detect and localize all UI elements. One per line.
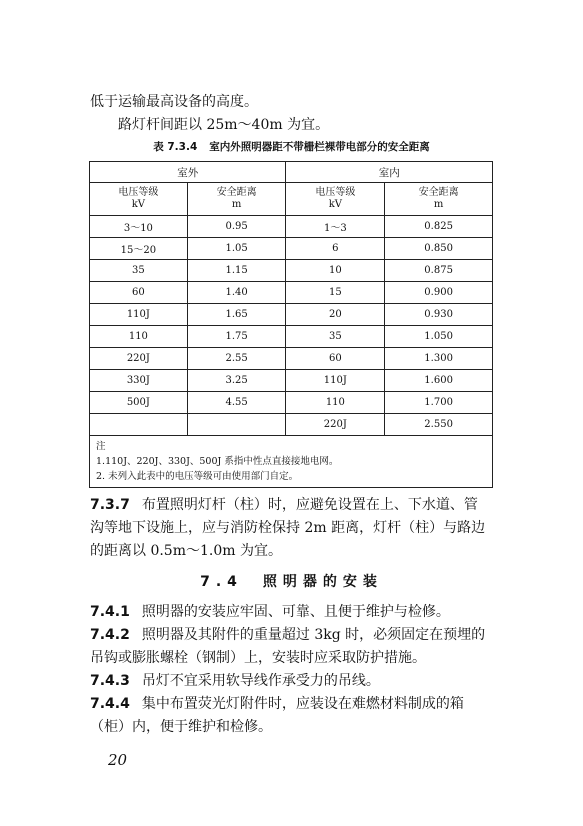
- table-number: 表 7.3.4: [153, 141, 198, 153]
- cell-indoor-kv: 10: [286, 260, 385, 282]
- cell-outdoor-kv: 60: [90, 282, 188, 304]
- table-caption: [0, 139, 583, 154]
- cell-outdoor-m: 4.55: [187, 392, 286, 414]
- cell-outdoor-m: 0.95: [187, 216, 286, 238]
- cell-outdoor-kv: 500J: [90, 392, 188, 414]
- note-item: 2. 未列入此表中的电压等级可由使用部门自定。: [96, 471, 299, 482]
- cell-outdoor-m: [187, 414, 286, 436]
- cell-indoor-m: 0.825: [385, 216, 493, 238]
- cell-indoor-m: 2.550: [385, 414, 493, 436]
- section-title: 7.4 照明器的安装: [200, 574, 383, 590]
- cell-outdoor-m: 1.40: [187, 282, 286, 304]
- cell-outdoor-m: 1.05: [187, 238, 286, 260]
- clause-text: 吊灯不宜采用软导线作承受力的吊线。: [141, 673, 380, 689]
- header-outdoor: 室外: [90, 162, 286, 183]
- clause-number: 7.3.7: [90, 497, 130, 513]
- cell-outdoor-kv: 330J: [90, 370, 188, 392]
- cell-outdoor-m: 1.75: [187, 326, 286, 348]
- clause-line: [90, 624, 494, 647]
- clause-line: （柜）内，便于维护和检修。: [90, 719, 272, 735]
- col-voltage-indoor: 电压等级 kV: [286, 183, 385, 216]
- clause-number: 7.4.1: [90, 604, 130, 620]
- col-distance-outdoor: 安全距离 m: [187, 183, 286, 216]
- page-number: 20: [108, 751, 128, 769]
- intro-line-1: 低于运输最高设备的高度。: [90, 94, 258, 110]
- clause-number: 7.4.4: [90, 696, 130, 712]
- clause-text: 布置照明灯杆（柱）时，应避免设置在上、下水道、管: [141, 497, 478, 513]
- table-title: 室内外照明器距不带栅栏裸带电部分的安全距离: [209, 141, 430, 153]
- cell-outdoor-kv: 15～20: [90, 238, 188, 260]
- table-row: [90, 216, 493, 238]
- cell-outdoor-kv: 110: [90, 326, 188, 348]
- clause-7-3-7: [90, 494, 494, 563]
- safety-distance-table: [89, 161, 493, 488]
- clause-line: 的距离以 0.5m～1.0m 为宜。: [90, 543, 282, 559]
- clause-7-4-1: [90, 601, 494, 624]
- clause-line: 吊钩或膨胀螺栓（钢制）上，安装时应采取防护措施。: [90, 650, 426, 666]
- table-row: [90, 238, 493, 260]
- table-group-header: [90, 162, 493, 183]
- clause-text: 照明器及其附件的重量超过 3kg 时，必须固定在预埋的: [141, 627, 486, 643]
- cell-indoor-m: 0.850: [385, 238, 493, 260]
- cell-outdoor-kv: 110J: [90, 304, 188, 326]
- table-row: [90, 392, 493, 414]
- clause-7-4-4: [90, 693, 494, 739]
- table-row: [90, 260, 493, 282]
- table-row: [90, 282, 493, 304]
- clause-number: 7.4.2: [90, 627, 130, 643]
- cell-indoor-kv: 15: [286, 282, 385, 304]
- cell-outdoor-kv: 3～10: [90, 216, 188, 238]
- cell-outdoor-kv: 35: [90, 260, 188, 282]
- cell-indoor-kv: 1～3: [286, 216, 385, 238]
- cell-indoor-kv: 35: [286, 326, 385, 348]
- clause-text: 照明器的安装应牢固、可靠、且便于维护与检修。: [141, 604, 450, 620]
- cell-indoor-kv: 20: [286, 304, 385, 326]
- cell-outdoor-m: 3.25: [187, 370, 286, 392]
- cell-outdoor-m: 1.65: [187, 304, 286, 326]
- table-row: [90, 304, 493, 326]
- header-indoor: 室内: [286, 162, 493, 183]
- cell-indoor-m: 1.600: [385, 370, 493, 392]
- clause-line: [90, 494, 494, 517]
- cell-indoor-kv: 220J: [286, 414, 385, 436]
- table-notes: [90, 436, 493, 488]
- cell-indoor-m: 0.875: [385, 260, 493, 282]
- cell-indoor-kv: 6: [286, 238, 385, 260]
- col-distance-indoor: 安全距离 m: [385, 183, 493, 216]
- clause-7-4-3: [90, 670, 494, 693]
- cell-indoor-m: 1.300: [385, 348, 493, 370]
- clause-text: 集中布置荧光灯附件时，应装设在难燃材料制成的箱: [141, 696, 464, 712]
- cell-indoor-m: 1.700: [385, 392, 493, 414]
- cell-indoor-kv: 110: [286, 392, 385, 414]
- cell-outdoor-m: 1.15: [187, 260, 286, 282]
- clause-line: [90, 693, 494, 716]
- clause-7-4-2: [90, 624, 494, 670]
- clause-line: [90, 601, 494, 624]
- note-item: 1.110J、220J、330J、500J 系指中性点直接接地电网。: [96, 456, 339, 467]
- clause-line: 沟等地下设施上，应与消防栓保持 2m 距离，灯杆（柱）与路边: [90, 520, 486, 536]
- cell-indoor-m: 1.050: [385, 326, 493, 348]
- note-label: 注: [96, 441, 106, 452]
- cell-indoor-m: 0.930: [385, 304, 493, 326]
- cell-outdoor-kv: [90, 414, 188, 436]
- col-voltage-outdoor: 电压等级 kV: [90, 183, 188, 216]
- cell-indoor-kv: 60: [286, 348, 385, 370]
- table-column-header: [90, 183, 493, 216]
- table-row: [90, 370, 493, 392]
- clause-line: [90, 670, 494, 693]
- table-notes-row: [90, 436, 493, 488]
- cell-indoor-m: 0.900: [385, 282, 493, 304]
- clause-number: 7.4.3: [90, 673, 130, 689]
- table-row: [90, 348, 493, 370]
- cell-indoor-kv: 110J: [286, 370, 385, 392]
- cell-outdoor-m: 2.55: [187, 348, 286, 370]
- intro-line-2: 路灯杆间距以 25m～40m 为宜。: [118, 117, 330, 133]
- cell-outdoor-kv: 220J: [90, 348, 188, 370]
- table-row: [90, 326, 493, 348]
- table-row: [90, 414, 493, 436]
